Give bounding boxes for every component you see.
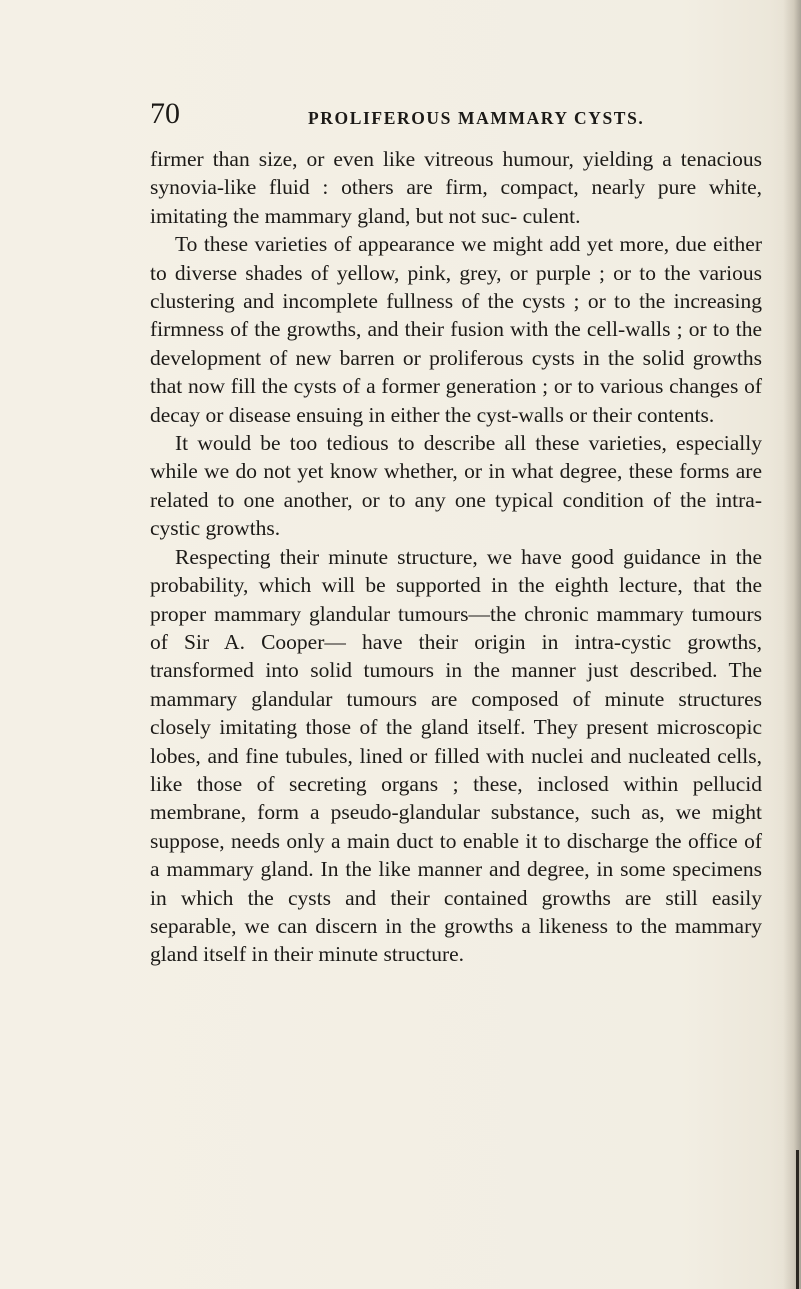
paragraph-structure: Respecting their minute structure, we have good guidance in the probability, which will be supported in the eighth lecture, that the proper mammary glandular tumours—the chronic mammary tumours of Sir A. Cooper— have their origin in intra-cystic growths, transformed into solid tumours in the manner just described. The mammary glandular tumours are composed of minute structures closely imitating those of the gland itself. They present microscopic lobes, and fine tubules, lined or filled with nuclei and nucleated cells, like those of secreting organs ; these, inclosed within pellucid membrane, form a pseudo-glandular substance, such as, we might suppose, needs only a main duct to enable it to discharge the office of a mammary gland. In the like manner and degree, in some specimens in which the cysts and their contained growths are still easily separable, we can discern in the growths a likeness to the mammary gland itself in their minute structure. <box>150 544 762 967</box>
page-number: 70 <box>150 97 180 130</box>
running-head: PROLIFEROUS MAMMARY CYSTS. <box>308 108 645 128</box>
page-edge-shadow <box>783 0 801 1289</box>
page-edge-line <box>796 1150 799 1289</box>
body-text <box>150 145 762 969</box>
paragraph-varieties: To these varieties of appearance we might add yet more, due either to diverse shades of yellow, pink, grey, or purple ; or to the various clustering and incomplete fullness of the cysts ; or to the increasing firmness of the growths, and their fusion with the cell-walls ; or to the development of new barren or proliferous cysts in the solid growths that now fill the cysts of a former generation ; or to various changes of decay or disease ensuing in either the cyst-walls or their contents. <box>150 232 762 427</box>
page-header <box>150 96 762 136</box>
paragraph-continuation: firmer than size, or even like vitreous humour, yielding a tenacious synovia-like fluid : others are firm, compact, nearly pure white, imitating the mammary gland, but not suc- culent. <box>150 147 762 228</box>
paragraph-tedious: It would be too tedious to describe all these varieties, especially while we do not yet know whether, or in what degree, these forms are related to one another, or to any one typical condition of the intra-cystic growths. <box>150 431 762 541</box>
